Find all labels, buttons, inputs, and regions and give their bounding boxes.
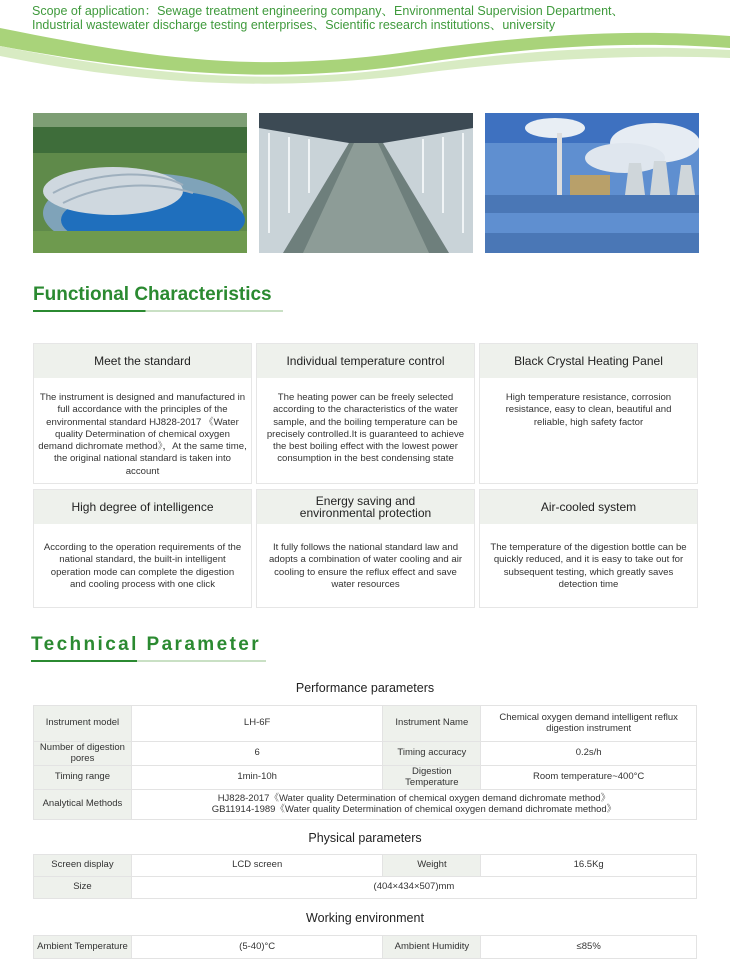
table-row	[34, 742, 697, 766]
feature-card-title: Energy saving and environmental protection	[257, 490, 474, 524]
analytical-methods-value	[131, 790, 696, 820]
instrument-model-value: LH-6F	[131, 706, 382, 742]
digestion-pores-value: 6	[131, 742, 382, 766]
instrument-name-label: Instrument Name	[383, 706, 481, 742]
table-row	[34, 706, 697, 742]
screen-display-label: Screen display	[34, 855, 132, 877]
treatment-plant-aerial-photo	[33, 113, 247, 253]
table-row	[34, 790, 697, 820]
feature-card-text: The temperature of the digestion bottle can be quickly reduced, and it is easy to take out for subsequent testing, which greatly saves detection time	[490, 542, 687, 590]
table-row	[34, 936, 697, 959]
feature-card-title: Individual temperature control	[257, 344, 474, 378]
ambient-temperature-label: Ambient Temperature	[34, 936, 132, 959]
ambient-humidity-value: ≤85%	[481, 936, 697, 959]
title-underline	[33, 310, 283, 312]
weight-value: 16.5Kg	[481, 855, 697, 877]
feature-card-text: High temperature resistance, corrosion resistance, easy to clean, beautiful and reliable, high safety factor	[505, 392, 672, 428]
feature-card-heating-panel	[479, 343, 698, 484]
working-environment-table	[33, 935, 697, 959]
size-value: (404×434×507)mm	[131, 877, 696, 899]
physical-parameters-caption: Physical parameters	[308, 831, 422, 845]
table-row	[34, 877, 697, 899]
functional-characteristics-title: Functional Characteristics	[33, 284, 272, 305]
feature-card-intelligence	[33, 489, 252, 608]
title-underline	[31, 660, 266, 662]
feature-card-air-cooled	[479, 489, 698, 608]
performance-parameters-caption: Performance parameters	[295, 681, 435, 695]
feature-card-title: Meet the standard	[34, 344, 251, 378]
feature-card-title: High degree of intelligence	[34, 490, 251, 524]
digestion-temperature-label: Digestion Temperature	[383, 766, 481, 790]
analytical-method-1: HJ828-2017《Water quality Determination of chemical oxygen demand dichromate method》	[217, 793, 611, 804]
decorative-wave	[0, 18, 730, 88]
working-environment-caption: Working environment	[306, 911, 424, 925]
feature-card-text: The heating power can be freely selected according to the characteristics of the water sample, and the boiling temperature can be precisely controlled.It is guaranteed to achieve the best boiling effect with the lowest power consumption in the best condensing state	[266, 392, 465, 465]
size-label: Size	[34, 877, 132, 899]
timing-range-label: Timing range	[34, 766, 132, 790]
digestion-pores-label: Number of digestion pores	[34, 742, 132, 766]
performance-parameters-table	[33, 705, 697, 820]
feature-card-title: Air-cooled system	[480, 490, 697, 524]
instrument-model-label: Instrument model	[34, 706, 132, 742]
feature-card-energy-saving	[256, 489, 475, 608]
feature-card-standard	[33, 343, 252, 484]
feature-card-text: The instrument is designed and manufactured in full accordance with the principles of the environmental standard HJ828-2017 《Water quality Determination of chemical oxygen demand dichromate method》，At the same time, the original national standard is taken into account	[38, 392, 247, 477]
feature-card-text: It fully follows the national standard law and adopts a combination of water cooling and air cooling to ensure the reflux effect and save water resources	[268, 542, 463, 590]
timing-accuracy-label: Timing accuracy	[383, 742, 481, 766]
table-row	[34, 766, 697, 790]
digestion-temperature-value: Room temperature~400°C	[481, 766, 697, 790]
feature-card-temperature-control	[256, 343, 475, 484]
physical-parameters-table	[33, 854, 697, 899]
analytical-methods-label: Analytical Methods	[34, 790, 132, 820]
ambient-humidity-label: Ambient Humidity	[383, 936, 481, 959]
weight-label: Weight	[383, 855, 481, 877]
timing-accuracy-value: 0.2s/h	[481, 742, 697, 766]
feature-card-text: According to the operation requirements of the national standard, the built-in intelligent operation mode can complete the digestion and cooling process with one click	[43, 542, 242, 590]
aeration-tank-photo	[259, 113, 473, 253]
scope-line-1: Scope of application：Sewage treatment engineering company、Environmental Supervision Department、	[32, 4, 624, 18]
ambient-temperature-value: (5-40)°C	[131, 936, 383, 959]
power-plant-photo	[485, 113, 699, 253]
technical-parameter-title: Technical Parameter	[31, 634, 262, 655]
instrument-name-value: Chemical oxygen demand intelligent reflux digestion instrument	[481, 706, 697, 742]
table-row	[34, 855, 697, 877]
timing-range-value: 1min-10h	[131, 766, 382, 790]
analytical-method-2: GB11914-1989《Water quality Determination of chemical oxygen demand dichromate method》	[211, 803, 617, 815]
screen-display-value: LCD screen	[131, 855, 383, 877]
feature-card-title: Black Crystal Heating Panel	[480, 344, 697, 378]
scope-line-2: Industrial wastewater discharge testing enterprises、Scientific research institutions、university	[32, 18, 556, 32]
